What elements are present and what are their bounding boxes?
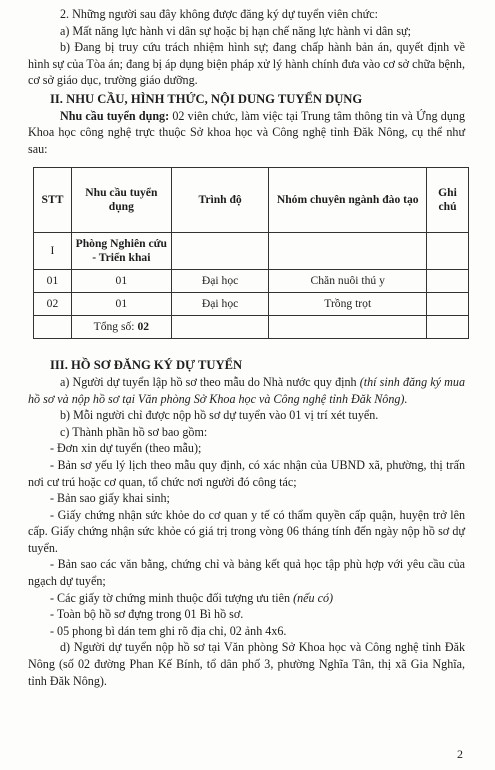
header-major: Nhóm chuyên ngành đào tạo xyxy=(269,168,427,233)
dossier-item: - Toàn bộ hồ sơ đựng trong 01 Bì hồ sơ. xyxy=(50,607,244,622)
dossier-item: - Giấy chứng nhận sức khỏe do cơ quan y tế có thẩm quyền cấp quận, huyện trở lên cấp. Giấy chứng nhận sức khỏe có giá trị trong vòng 06 tháng tính đến ngày nộp hồ sơ dự tuyển. xyxy=(28,507,465,555)
table-row xyxy=(34,293,469,316)
group-name: Phòng Nghiên cứu - Triển khai xyxy=(71,233,171,270)
recruitment-need-text: 02 viên chức, làm việc tại Trung tâm thông tin và Ứng dụng Khoa học công nghệ trực thuộc Sở khoa học và Công nghệ tỉnh Đăk Nông, cụ thể như sau: xyxy=(28,108,465,156)
recruitment-need-label: Nhu cầu tuyển dụng: xyxy=(60,108,170,123)
header-note: Ghi chú xyxy=(427,168,469,233)
dossier-a-text: a) Người dự tuyển lập hồ sơ theo mẫu do Nhà nước quy định xyxy=(60,374,360,389)
row-note xyxy=(427,270,469,293)
header-level: Trình độ xyxy=(171,168,269,233)
section-2-heading: II. NHU CẦU, HÌNH THỨC, NỘI DUNG TUYỂN DỤNG xyxy=(50,91,363,106)
dossier-item: - Bản sao các văn bằng, chứng chỉ và bảng kết quả học tập phù hợp với yêu cầu của ngạch dự tuyển; xyxy=(28,557,465,589)
table-group-row xyxy=(34,233,469,270)
total-cell xyxy=(71,316,171,339)
dossier-a-italic: (thí sinh đăng ký mua hồ sơ và nộp hồ sơ tại Văn phòng Sở Khoa học và Công nghệ tỉnh Đăk Nông). xyxy=(28,374,465,406)
dossier-b: b) Mỗi người chỉ được nộp hồ sơ dự tuyển vào 01 vị trí xét tuyển. xyxy=(60,408,379,423)
dossier-item: - Bản sơ yếu lý lịch theo mẫu quy định, có xác nhận của UBND xã, phường, thị trấn nơi cư trú hoặc cơ quan, tổ chức nơi người đó công tác; xyxy=(28,457,465,489)
row-stt: 02 xyxy=(34,293,72,316)
recruitment-need-paragraph xyxy=(28,108,465,158)
header-stt: STT xyxy=(34,168,72,233)
total-value: 02 xyxy=(137,320,150,334)
row-stt: 01 xyxy=(34,270,72,293)
row-qty: 01 xyxy=(71,270,171,293)
row-note xyxy=(427,293,469,316)
total-label: Tổng số: xyxy=(93,320,135,334)
row-level: Đại học xyxy=(171,270,269,293)
page-number: 2 xyxy=(457,747,463,761)
section-3-heading: III. HỒ SƠ ĐĂNG KÝ DỰ TUYỂN xyxy=(50,358,243,373)
priority-text: - Các giấy tờ chứng minh thuộc đối tượng ưu tiên xyxy=(50,590,294,605)
dossier-item: - 05 phong bì dán tem ghi rõ địa chỉ, 02 ảnh 4x6. xyxy=(50,623,287,638)
condition-a: a) Mất năng lực hành vi dân sự hoặc bị hạn chế năng lực hành vi dân sự; xyxy=(60,23,411,38)
table-header-row xyxy=(34,168,469,233)
row-level: Đại học xyxy=(171,293,269,316)
group-stt: I xyxy=(34,233,72,270)
dossier-item: - Bản sao giấy khai sinh; xyxy=(50,491,170,506)
row-major: Trồng trọt xyxy=(269,293,427,316)
row-qty: 01 xyxy=(71,293,171,316)
header-need: Nhu cầu tuyển dụng xyxy=(71,168,171,233)
row-major: Chăn nuôi thú y xyxy=(269,270,427,293)
dossier-a xyxy=(28,374,465,407)
table-total-row xyxy=(34,316,469,339)
condition-heading: 2. Những người sau đây không được đăng ký dự tuyển viên chức: xyxy=(60,7,378,21)
condition-b: b) Đang bị truy cứu trách nhiệm hình sự; đang chấp hành bản án, quyết định về hình sự của Tòa án; đang bị áp dụng biện pháp xử lý hành chính đưa vào cơ sở chữa bệnh, cơ sở giáo dục, trường giáo dưỡng. xyxy=(28,40,465,88)
priority-italic: (nếu có) xyxy=(293,590,334,605)
table-row xyxy=(34,270,469,293)
dossier-d: d) Người dự tuyển nộp hồ sơ tại Văn phòng Sở Khoa học và Công nghệ tỉnh Đăk Nông (số 02 đường Phan Kế Bính, tổ dân phố 3, phường Nghĩa Tân, thị xã Gia Nghĩa, tỉnh Đăk Nông). xyxy=(28,640,465,688)
dossier-priority xyxy=(28,590,465,607)
recruitment-table xyxy=(33,167,469,339)
dossier-item: - Đơn xin dự tuyển (theo mẫu); xyxy=(50,441,202,456)
dossier-c: c) Thành phần hồ sơ bao gồm: xyxy=(60,424,208,439)
